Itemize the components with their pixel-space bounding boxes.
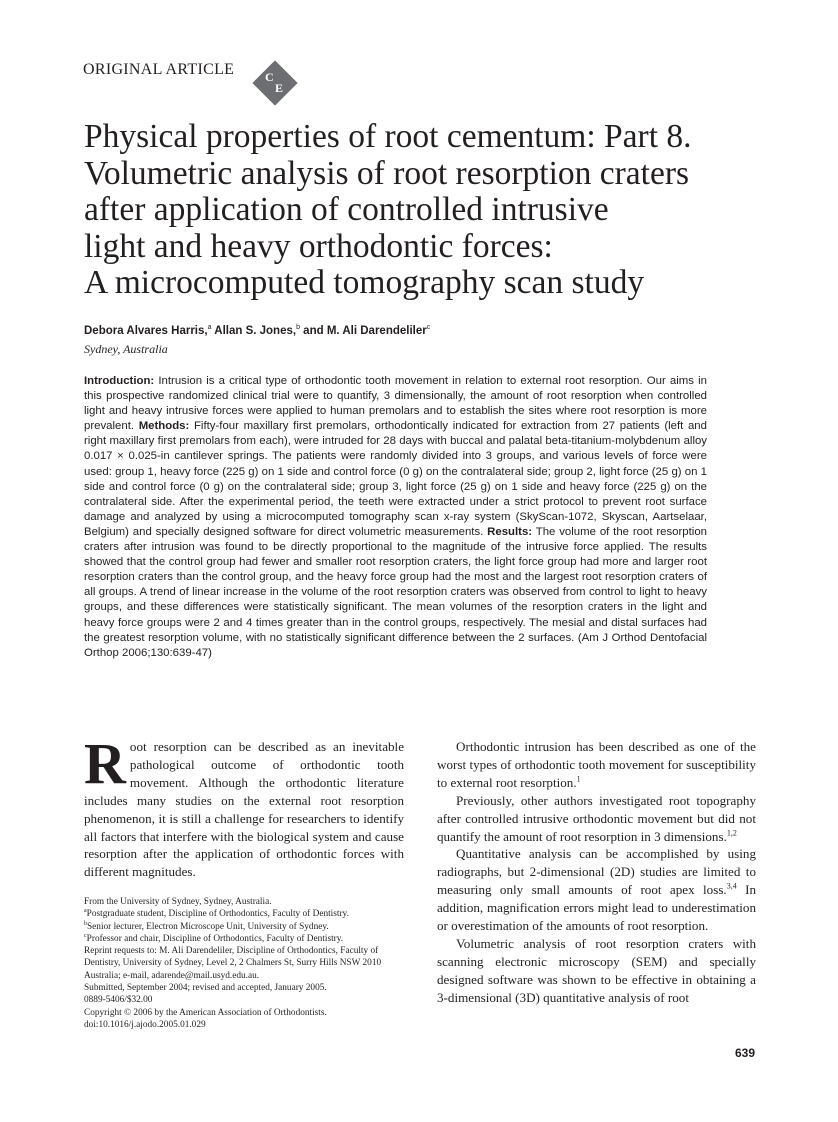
title-line: Volumetric analysis of root resorption craters	[84, 154, 690, 192]
footnote-mark: c	[84, 932, 87, 939]
footnote-a	[84, 908, 406, 920]
footnote-copyright: Copyright © 2006 by the American Association of Orthodontists.	[84, 1007, 327, 1018]
footnote-mark: b	[84, 920, 87, 927]
footnotes	[84, 896, 406, 1031]
body-paragraph	[437, 845, 756, 935]
author-name: Debora Alvares Harris,	[84, 324, 208, 337]
footnote-text: Postgraduate student, Discipline of Orthodontics, Faculty of Dentistry.	[86, 909, 349, 920]
author-mark: c	[426, 324, 431, 331]
ce-letter-e: E	[275, 81, 284, 95]
body-paragraph	[437, 738, 756, 792]
title-line: Physical properties of root cementum: Part 8.	[84, 118, 692, 155]
body-column-left	[84, 731, 404, 881]
body-paragraph-text: Volumetric analysis of root resorption craters with scanning electronic microscopy (SEM) and specially designed software was shown to be effective in obtaining a 3-dimensional (3D) quantitative analysis of root	[437, 935, 756, 1005]
body-paragraph-text: Previously, other authors investigated root topography after controlled intrusive orthodontic movement but did not quantify the amount of root resorption in 3 dimensions.	[437, 792, 756, 844]
ce-letter-c: C	[265, 70, 274, 84]
author-name: Allan S. Jones,	[211, 324, 297, 337]
body-column-right	[437, 738, 756, 1007]
section-label: ORIGINAL ARTICLE	[83, 61, 235, 78]
body-paragraph-text: Orthodontic intrusion has been described as one of the worst types of orthodontic tooth movement for susceptibility to external root resorption.	[437, 739, 756, 790]
citation-ref: 3,4	[726, 881, 737, 891]
abstract	[84, 374, 707, 661]
title-line: A microcomputed tomography scan study	[84, 264, 645, 301]
author-name: and M. Ali Darendeliler	[299, 324, 427, 337]
author-mark: a	[207, 324, 212, 331]
body-paragraph-text: oot resorption can be described as an inevitable pathological outcome of orthodontic tooth movement. Although the orthodontic literature includes many studies on the external root resorption phenomenon, it is still a challenge for researchers to identify all factors that interfere with the biological system and cause resorption after the application of orthodontic forces with different magnitudes.	[84, 739, 404, 880]
drop-cap: R	[84, 731, 126, 796]
body-paragraph	[84, 731, 404, 881]
abstract-methods-text: Fifty-four maxillary first premolars, orthodontically indicated for extraction from 27 patients (left and right maxillary first premolars from each), were intruded for 28 days with buccal and palatal beta-titanium-molybdenum alloy 0.017 × 0.025-in cantilever springs. The patients were randomly divided into 3 groups, and various levels of force were used: group 1, heavy force (225 g) on 1 side and control force (0 g) on the contralateral side; group 2, light force (25 g) on 1 side and control force (0 g) on the contralateral side; group 3, light force (25 g) on 1 side and heavy force (225 g) on the contralateral side. After the experimental period, the teeth were extracted under a strict protocol to prevent root surface damage and analyzed by using a microcomputed tomography scan x-ray system (SkyScan-1072, Skyscan, Aartselaar, Belgium) and specially designed software for direct volumetric measurements.	[84, 420, 707, 538]
footnote-doi[interactable]: doi:10.1016/j.ajodo.2005.01.029	[84, 1019, 206, 1030]
title-line: after application of controlled intrusive	[84, 191, 609, 228]
footnote-text: Senior lecturer, Electron Microscope Unit, University of Sydney.	[87, 921, 329, 932]
page-number: 639	[735, 1046, 756, 1060]
abstract-intro-heading: Introduction:	[84, 375, 155, 387]
footnote-submitted: Submitted, September 2004; revised and accepted, January 2005.	[84, 983, 327, 994]
article-title	[84, 119, 784, 302]
footnote-c	[84, 933, 406, 945]
ce-badge-icon	[252, 60, 298, 106]
abstract-methods-heading: Methods:	[138, 420, 190, 433]
title-line: light and heavy orthodontic forces:	[84, 227, 553, 265]
author-mark: b	[296, 324, 300, 331]
body-paragraph-text: In addition, magnification errors might lead to underestimation or overestimation of the amounts of root resorption.	[437, 882, 756, 934]
footnote-text: Professor and chair, Discipline of Orthodontics, Faculty of Dentistry.	[86, 933, 344, 944]
citation-ref: 1	[576, 774, 581, 784]
footnote-from: From the University of Sydney, Sydney, Australia.	[84, 897, 272, 907]
abstract-intro-text: Intrusion is a critical type of orthodontic tooth movement in relation to external root resorption. Our aims in this prospective randomized clinical trial were to quantify, 3 dimensionally, the amount of root resorption when controlled light and heavy intrusive forces were applied to human premolars and to establish the sites where root resorption is more prevalent.	[84, 375, 707, 433]
footnote-mark: a	[84, 908, 87, 915]
affiliation: Sydney, Australia	[84, 342, 168, 356]
body-paragraph	[437, 935, 756, 1007]
author-list	[84, 324, 430, 337]
footnote-b	[84, 921, 406, 933]
footnote-reprint: Reprint requests to: M. Ali Darendeliler, Discipline of Orthodontics, Faculty of Dentistry, University of Sydney, Level 2, 2 Chalmers St, Surry Hills NSW 2010 Australia; e-mail, adarende@mail.usyd.edu.au.	[84, 946, 382, 981]
citation-ref: 1,2	[726, 828, 737, 838]
abstract-results-text: The volume of the root resorption craters after intrusion was found to be directly proportional to the magnitude of the intrusive force applied. The results showed that the control group had fewer and smaller root resorption craters, the light force group had more and larger root resorption craters than the control group, and the heavy force group had the most and the largest root resorption craters of all groups. A trend of linear increase in the volume of the root resorption craters was observed from control to light to heavy groups, and these differences were statistically significant. The mean volumes of the resorption craters in the light and heavy force groups were 2 and 4 times greater than in the control groups, respectively. The mesial and distal surfaces had the greatest resorption volume, with no statistically significant difference between the 2 surfaces. (Am J Orthod Dentofacial Orthop 2006;130:639-47)	[84, 525, 707, 659]
body-paragraph	[437, 792, 756, 846]
abstract-results-heading: Results:	[487, 525, 533, 538]
footnote-issn: 0889-5406/$32.00	[84, 995, 153, 1006]
body-paragraph-text: Quantitative analysis can be accomplished by using radiographs, but 2-dimensional (2D) studies are limited to measuring only small amounts of root apex loss.	[437, 846, 756, 898]
